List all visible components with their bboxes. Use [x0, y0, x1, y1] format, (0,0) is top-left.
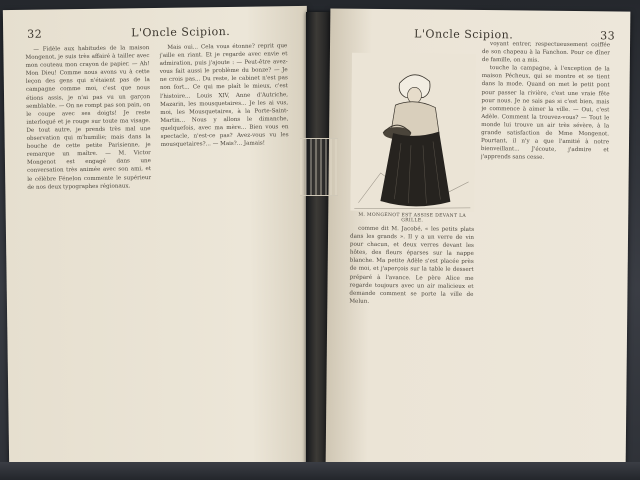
- engraving-illustration: [350, 53, 476, 212]
- left-column-1: [25, 44, 155, 456]
- right-page: [326, 8, 631, 469]
- right-column-1: [348, 225, 474, 458]
- binding-thread: [300, 138, 338, 196]
- left-page: [3, 6, 313, 466]
- right-column-1-text: comme dit M. Jacobé, « les petits plats dans les grands ». Il y a un verre de vin pour chacun, et deux verres devant les hôtes, des fleurs éparses sur la nappe blanche. Ma petite Adèle s'est placée près de moi, et j'aperçois sur la table le dessert préparé à l'avance. Le père Alice me regarde toujours avec un air malicieux et demande comment se porte la ville de Melun.: [349, 225, 475, 305]
- right-column-2-intro: voyant entrer, respectueusement coiffée de son chapeau à la Fanchon. Pour ce dîner de famille, on a mis.: [481, 41, 611, 64]
- left-page-number: 32: [27, 27, 43, 41]
- right-column-2: [478, 40, 610, 459]
- illustration-caption: M. MONGENOT EST ASSISE DEVANT LA GRILLE.: [358, 212, 467, 224]
- left-column-2-text: Mais oui... Cela vous étonne? reprit que j'aille en riant. Et je regarde avec envie et admiration, puis j'ajoute : — Peut-être avez-vous fait aussi le problème du bonze? — Je ne crois pas... Du reste, le cabinet n'est pas non fort... Ce qui me plaît le mieux, c'est l'histoire... Louis XIV, Anne d'Autriche, Mazarin, les mousquetaires... Je les ai vus, moi, les Mousquetaires, à la Porte-Saint-Martin... Nous y allons le dimanche, quelquefois, avec ma mère... Bien vous en spectacle, n'est-ce pas? Avez-vous vu les mousquetaires?... — Mais?... Jamais!: [159, 43, 289, 149]
- right-column-2-text: touche la campagne, à l'exception de la maison Pécheux, qui se montre et se tient dans la mode. Quand on met le petit pont pour passer la rivière, c'est une vraie fête pour nous. Je ne sais pas si c'est bien, mais je commence à aimer la ville. — Oui, c'est Adèle. Comment la trouvez-vous? — Tout le monde lui trouve un air très sévère, à la grande satisfaction de Mme Mongenot. Pourtant, il n'y a que l'amitié à notre bienveillant... J'écoute, j'admire et j'apprends sans cesse.: [480, 65, 610, 162]
- right-running-title: L'Oncle Scipion.: [414, 27, 514, 42]
- left-column-1-text: — Fidèle aux habitudes de la maison Mongenot, je suis très affairé à tailler avec mon couteau mon crayon de papier. — Ah! Mon Dieu! Comme nous avons vu à cette leçon des gens qui n'étaient pas de la campagne comme moi, c'est que nous étions assis, je n'ai pas vu un garçon semblable. — On ne rompt pas son pain, on le coupe avec ses doigts! Je reste interloqué et je rouge sur toute ma visage. De tout autre, je prends très mal une observation qui m'humilie; mais dans la bouche de cette petite Parisienne, je remarque un maître. — M. Victor Mongenot est engagé dans une conversation très animée avec son ami, et le célèbre Fénelon commente le supérieur de nos deux typographes régionaux.: [25, 45, 152, 191]
- table-surface: [0, 462, 640, 480]
- right-page-number: 33: [600, 29, 616, 43]
- left-running-title: L'Oncle Scipion.: [131, 24, 231, 40]
- left-column-2: [159, 42, 293, 454]
